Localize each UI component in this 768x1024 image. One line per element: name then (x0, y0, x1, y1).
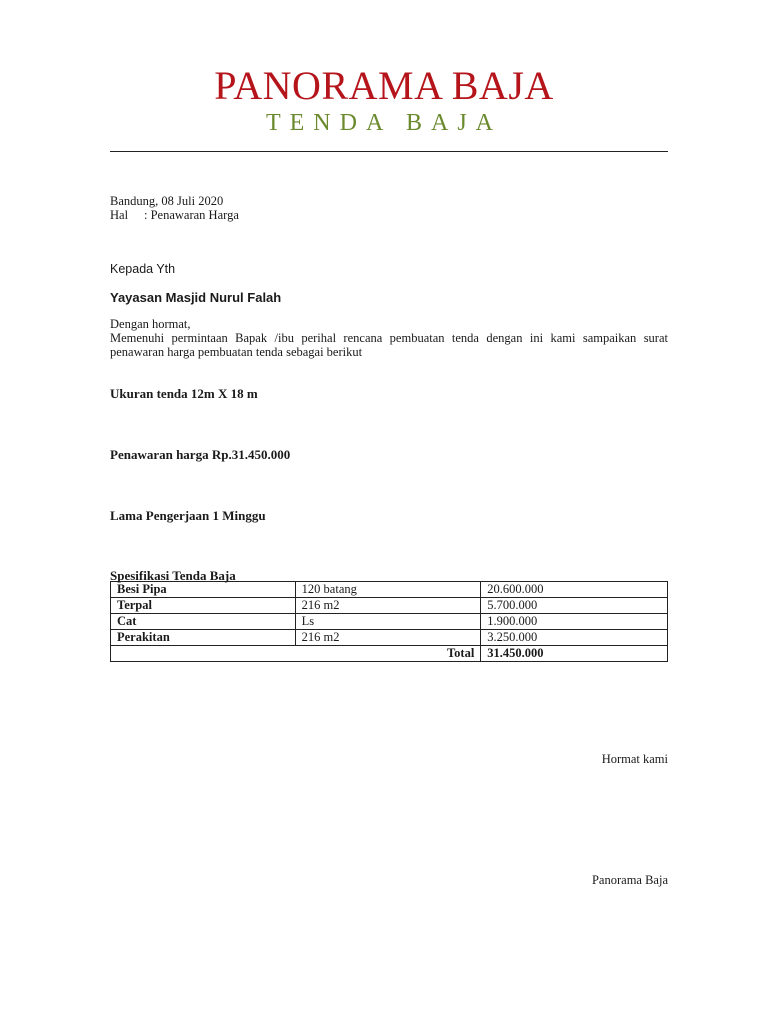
signer-name: Panorama Baja (591, 873, 668, 887)
total-label: Total (111, 646, 481, 662)
company-name: PANORAMA BAJA (214, 63, 554, 108)
spec-item: Cat (111, 614, 296, 630)
spec-item: Besi Pipa (111, 582, 296, 598)
total-row (111, 646, 668, 662)
spec-table (110, 581, 668, 662)
table-row (111, 582, 668, 598)
spec-qty: 216 m2 (295, 598, 481, 614)
recipient-name: Yayasan Masjid Nurul Falah (110, 290, 282, 305)
subject-line (110, 208, 239, 223)
body-paragraph: Memenuhi permintaan Bapak /ibu perihal rencana pembuatan tenda dengan ini kami sampaikan surat penawaran harga pembuatan tenda sebagai berikut (110, 331, 668, 359)
closing-regards: Hormat kami (601, 752, 668, 766)
work-duration: Lama Pengerjaan 1 Minggu (110, 508, 266, 523)
subject-value: : Penawaran Harga (144, 208, 239, 222)
table-row (111, 598, 668, 614)
addressee-label: Kepada Yth (110, 262, 176, 276)
spec-price: 3.250.000 (481, 630, 668, 646)
letter-date: Bandung, 08 Juli 2020 (110, 194, 224, 208)
company-tagline: TENDA BAJA (265, 110, 502, 136)
table-row (111, 630, 668, 646)
spec-qty: 216 m2 (295, 630, 481, 646)
spec-price: 1.900.000 (481, 614, 668, 630)
price-offer: Penawaran harga Rp.31.450.000 (110, 447, 291, 462)
total-value: 31.450.000 (481, 646, 668, 662)
subject-label: Hal (110, 208, 129, 222)
spec-price: 5.700.000 (481, 598, 668, 614)
spec-item: Perakitan (111, 630, 296, 646)
spec-item: Terpal (111, 598, 296, 614)
header-divider (110, 151, 668, 152)
spec-qty: 120 batang (295, 582, 481, 598)
tent-size: Ukuran tenda 12m X 18 m (110, 386, 258, 401)
table-row (111, 614, 668, 630)
spec-price: 20.600.000 (481, 582, 668, 598)
spec-qty: Ls (295, 614, 481, 630)
spec-title: Spesifikasi Tenda Baja (110, 568, 236, 583)
greeting: Dengan hormat, (110, 317, 191, 331)
